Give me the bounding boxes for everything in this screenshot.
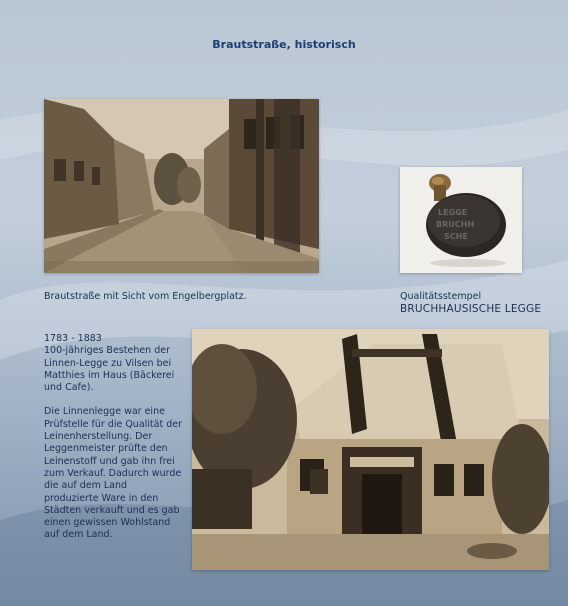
history-years: 1783 - 1883 (44, 333, 102, 344)
svg-text:LEGGE: LEGGE (438, 208, 468, 217)
legge-building-photo (192, 329, 549, 570)
stamp-caption-label: Qualitätsstempel (400, 291, 482, 302)
stamp-caption-name: BRUCHHAUSISCHE LEGGE (400, 303, 542, 315)
svg-text:BRUCHH: BRUCHH (436, 220, 475, 229)
street-photo (44, 99, 319, 273)
history-description: Die Linnenlegge war eine Prüfstelle für die Qualität der Leinenherstellung. Der Leggenmeister prüfte den Leinenstoff und gab ihn frei zum Verkauf. Dadurch wurde die auf dem Land produzierte Ware in den Städten verkauft und es gab einen gewissen Wohlstand auf dem Land. (44, 406, 182, 541)
stamp-caption (400, 290, 541, 316)
stamp-photo (400, 167, 522, 273)
history-text (44, 333, 184, 554)
page-title: Brautstraße, historisch (212, 38, 356, 51)
svg-text:SCHE: SCHE (444, 232, 468, 241)
history-intro: 100-jähriges Bestehen der Linnen-Legge zu Vilsen bei Matthies im Haus (Bäckerei und Cafe). (44, 345, 175, 394)
street-caption: Brautstraße mit Sicht vom Engelbergplatz. (44, 291, 247, 302)
